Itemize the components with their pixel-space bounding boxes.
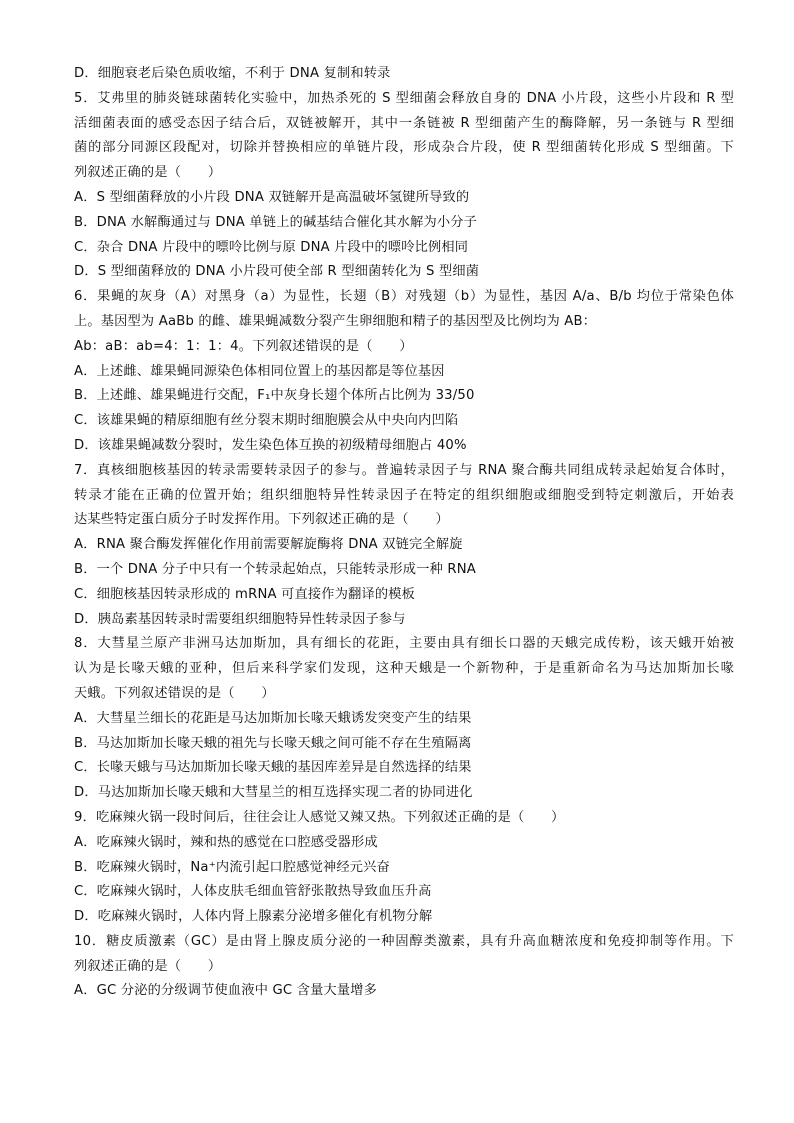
answer-option-line: A．上述雌、雄果蝇同源染色体相同位置上的基因都是等位基因 bbox=[74, 363, 445, 379]
answer-option-line: B．一个 DNA 分子中只有一个转录起始点，只能转录形成一种 RNA bbox=[74, 561, 477, 577]
question-text-line: 列叙述正确的是（ ） bbox=[74, 165, 222, 181]
question-text-line: 9．吃麻辣火锅一段时间后，往往会让人感觉又辣又热。下列叙述正确的是（ ） bbox=[74, 809, 565, 825]
answer-option-line: D．吃麻辣火锅时，人体内肾上腺素分泌增多催化有机物分解 bbox=[74, 909, 433, 925]
answer-option-line: C．吃麻辣火锅时，人体皮肤毛细血管舒张散热导致血压升高 bbox=[74, 884, 432, 900]
answer-option-line: D．S 型细菌释放的 DNA 小片段可使全部 R 型细菌转化为 S 型细菌 bbox=[74, 264, 480, 280]
answer-option-line: C．细胞核基因转录形成的 mRNA 可直接作为翻译的模板 bbox=[74, 586, 416, 602]
question-text-line: 菌的部分同源区段配对，切除并替换相应的单链片段，形成杂合片段，使 R 型细菌转化形成 S 型细菌。下 bbox=[74, 140, 734, 156]
question-text-line: 转录才能在正确的位置开始；组织细胞特异性转录因子在特定的组织细胞或细胞受到特定刺激后，开始表 bbox=[74, 487, 734, 503]
question-text-line: 上。基因型为 AaBb 的雌、雄果蝇减数分裂产生卵细胞和精子的基因型及比例均为 AB： bbox=[74, 313, 597, 329]
question-text-line: 7．真核细胞核基因的转录需要转录因子的参与。普遍转录因子与 RNA 聚合酶共同组成转录起始复合体时， bbox=[74, 462, 734, 478]
answer-option-line: A．GC 分泌的分级调节使血液中 GC 含量大量增多 bbox=[74, 983, 378, 999]
answer-option-line: B．上述雌、雄果蝇进行交配，F₁中灰身长翅个体所占比例为 33/50 bbox=[74, 388, 475, 404]
answer-option-line: B．DNA 水解酶通过与 DNA 单链上的碱基结合催化其水解为小分子 bbox=[74, 214, 478, 230]
question-text-line: 认为是长喙天蛾的亚种，但后来科学家们发现，这种天蛾是一个新物种，于是重新命名为马达加斯加长喙 bbox=[74, 661, 734, 677]
answer-option-line: B．马达加斯加长喙天蛾的祖先与长喙天蛾之间可能不存在生殖隔离 bbox=[74, 735, 472, 751]
answer-option-line: C．杂合 DNA 片段中的嘌呤比例与原 DNA 片段中的嘌呤比例相同 bbox=[74, 239, 469, 255]
exam-page bbox=[74, 62, 734, 1004]
question-text-line: 6．果蝇的灰身（A）对黑身（a）为显性，长翅（B）对残翅（b）为显性，基因 A/a、B/b 均位于常染色体 bbox=[74, 289, 734, 305]
answer-option-line: C．长喙天蛾与马达加斯加长喙天蛾的基因库差异是自然选择的结果 bbox=[74, 760, 472, 776]
question-text-line: 活细菌表面的感受态因子结合后，双链被解开，其中一条链被 R 型细菌产生的酶降解，另一条链与 R 型细 bbox=[74, 115, 734, 131]
question-text-line: 天蛾。下列叙述错误的是（ ） bbox=[74, 685, 275, 701]
question-text-line: Ab：aB：ab=4：1：1：4。下列叙述错误的是（ ） bbox=[74, 338, 413, 354]
answer-option-line: A．吃麻辣火锅时，辣和热的感觉在口腔感受器形成 bbox=[74, 834, 378, 850]
answer-option-line: A．大彗星兰细长的花距是马达加斯加长喙天蛾诱发突变产生的结果 bbox=[74, 710, 472, 726]
answer-option-line: A．RNA 聚合酶发挥催化作用前需要解旋酶将 DNA 双链完全解旋 bbox=[74, 537, 463, 553]
question-text-line: 列叙述正确的是（ ） bbox=[74, 958, 222, 974]
answer-option-line: D．胰岛素基因转录时需要组织细胞特异性转录因子参与 bbox=[74, 611, 406, 627]
answer-option-line: D．细胞衰老后染色质收缩，不利于 DNA 复制和转录 bbox=[74, 66, 391, 81]
question-text-line: 8．大彗星兰原产非洲马达加斯加，具有细长的花距，主要由具有细长口器的天蛾完成传粉，该天蛾开始被 bbox=[74, 636, 734, 652]
answer-option-line: D．马达加斯加长喙天蛾和大彗星兰的相互选择实现二者的协同进化 bbox=[74, 785, 473, 801]
question-text-line: 10．糖皮质激素（GC）是由肾上腺皮质分泌的一种固醇类激素，具有升高血糖浓度和免疫抑制等作用。下 bbox=[74, 933, 734, 949]
answer-option-line: A．S 型细菌释放的小片段 DNA 双链解开是高温破坏氢键所导致的 bbox=[74, 189, 470, 205]
answer-option-line: D．该雄果蝇减数分裂时，发生染色体互换的初级精母细胞占 40% bbox=[74, 437, 467, 453]
question-text-line: 5．艾弗里的肺炎链球菌转化实验中，加热杀死的 S 型细菌会释放自身的 DNA 小片段，这些小片段和 R 型 bbox=[74, 90, 734, 106]
question-text-line: 达某些特定蛋白质分子时发挥作用。下列叙述正确的是（ ） bbox=[74, 512, 449, 528]
answer-option-line: C．该雄果蝇的精原细胞有丝分裂末期时细胞膜会从中央向内凹陷 bbox=[74, 413, 459, 429]
answer-option-line: B．吃麻辣火锅时，Na⁺内流引起口腔感觉神经元兴奋 bbox=[74, 859, 390, 875]
